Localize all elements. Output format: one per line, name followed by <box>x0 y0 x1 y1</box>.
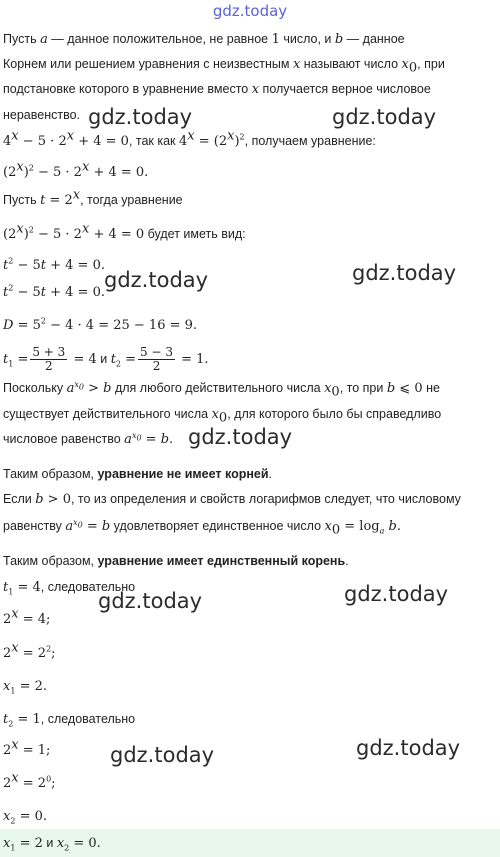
case-2-result: $x_2 = 0$. <box>3 809 47 826</box>
conclusion-no-roots: Таким образом, уравнение не имеет корней. <box>3 467 273 481</box>
header-watermark: gdz.today <box>212 2 288 20</box>
final-answer: $x_1 = 2$ и $x_2 = 0$. <box>3 836 101 853</box>
equation-line-3: $(2^x)^2 - 5 \cdot 2^x + 4 = 0$ будет иметь вид: <box>3 221 246 242</box>
case-2-line: $t_2 = 1$, следовательно <box>3 712 136 729</box>
equation-line-2: $(2^x)^2 - 5 \cdot 2^x + 4 = 0$. <box>3 159 149 180</box>
intro-line-3: подстановке которого в уравнение вместо x получается верное числовое <box>3 82 431 97</box>
since-line-3: числовое равенство $a^{x_0} = b$. <box>3 430 174 447</box>
discriminant-line: $D = 5^2 - 4 \cdot 4 = 25 - 16 = 9$. <box>3 316 198 333</box>
watermark: gdz.today <box>344 582 449 606</box>
case-1-result: $x_1 = 2$. <box>3 679 47 696</box>
if-line-2: равенству $a^{x_0} = b$ удовлетворяет единственное число $x_0 = \log_a b$. <box>3 517 401 538</box>
since-line-1: Поскольку $a^{x_0} > b$ для любого действительного числа $x_0$, то при b ⩽ 0 не <box>3 379 440 400</box>
case-2-eq-2: $2^x = 2^0$; <box>3 770 56 791</box>
watermark: gdz.today <box>332 105 437 129</box>
equation-line-1: $4^x - 5 \cdot 2^x + 4 = 0$, так как $4^x = (2^x)^2$, получаем уравнение: <box>3 128 376 149</box>
since-line-2: существует действительного числа $x_0$, для которого было бы справедливо <box>3 407 442 426</box>
roots-line: $t_1$ = $\frac{5 + 3}{2}$ = 4 и $t_2$ = $\frac{5 - 3}{2}$ = 1. <box>3 345 209 374</box>
case-1-eq-1: $2^x = 4$; <box>3 606 51 627</box>
case-1-eq-2: $2^x = 2^2$; <box>3 640 56 661</box>
case-1-line: $t_1 = 4$, следовательно <box>3 580 136 597</box>
watermark: gdz.today <box>110 743 215 767</box>
equation-t-2: $t^2 - 5t + 4 = 0$. <box>3 283 105 300</box>
watermark: gdz.today <box>88 105 193 129</box>
case-2-eq-1: $2^x = 1$; <box>3 737 51 758</box>
watermark: gdz.today <box>356 736 461 760</box>
intro-line-1: Пусть a — данное положительное, не равное 1 число, и b — данное <box>3 32 405 47</box>
watermark: gdz.today <box>98 589 203 613</box>
equation-t-1: $t^2 - 5t + 4 = 0$. <box>3 256 105 273</box>
conclusion-one-root: Таким образом, уравнение имеет единственный корень. <box>3 554 349 568</box>
if-line-1: Если b > 0, то из определения и свойств логарифмов следует, что числовому <box>3 492 461 507</box>
substitution-line: Пусть $t = 2^x$, тогда уравнение <box>3 187 183 208</box>
watermark: gdz.today <box>188 425 293 449</box>
watermark: gdz.today <box>352 261 457 285</box>
watermark: gdz.today <box>104 268 209 292</box>
intro-line-2: Корнем или решением уравнения с неизвестным x называют число $x_0$, при <box>3 57 445 76</box>
intro-line-4: неравенство. <box>3 108 81 122</box>
